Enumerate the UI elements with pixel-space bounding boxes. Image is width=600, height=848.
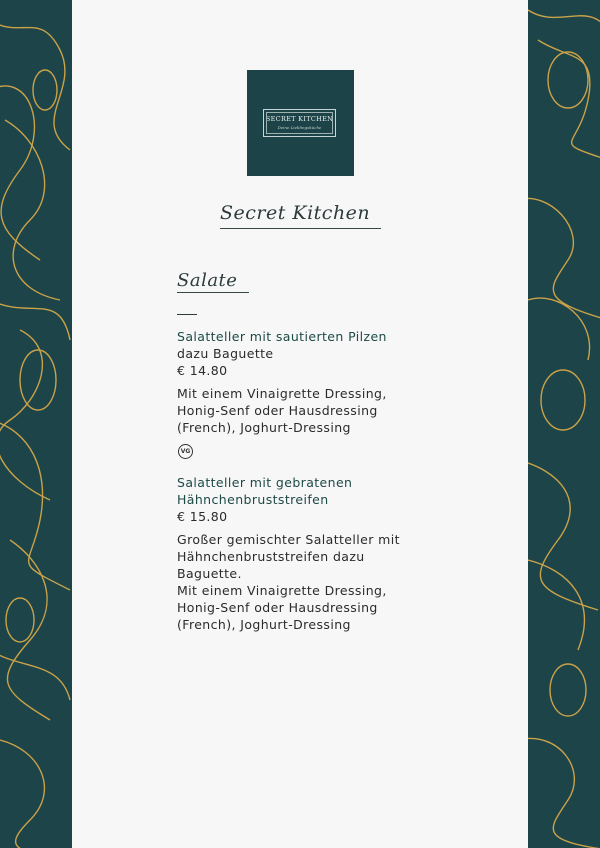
contour-pattern-right <box>528 0 600 848</box>
menu-item <box>177 328 477 436</box>
restaurant-logo <box>247 70 354 176</box>
logo-frame <box>263 109 336 137</box>
menu-item <box>177 474 477 633</box>
section-underline <box>177 292 249 293</box>
vegetarian-badge-icon: VG <box>178 444 193 459</box>
section-title: Salate <box>177 270 238 291</box>
dish-name-continued: Hähnchenbruststreifen <box>177 492 329 507</box>
logo-subtitle: Deine Lieblingsküche <box>277 125 322 130</box>
brand-name: Secret Kitchen <box>220 202 371 224</box>
logo-title: SECRET KITCHEN <box>265 115 334 123</box>
dish-description: Mit einem Vinaigrette Dressing, Honig-Senf oder Hausdressing (French), Joghurt-Dressing <box>177 386 387 435</box>
dish-name-continued: dazu Baguette <box>177 346 274 361</box>
section-divider <box>177 314 197 315</box>
dish-description: Großer gemischter Salatteller mit Hähnchenbruststreifen dazu Baguette. Mit einem Vinaigrette Dressing, Honig-Senf oder Hausdressing (French), Joghurt-Dressing <box>177 532 400 632</box>
dish-price: € 14.80 <box>177 363 228 378</box>
menu-page <box>72 0 528 848</box>
decorative-side-panel-left <box>0 0 72 848</box>
dish-name: Salatteller mit sautierten Pilzen <box>177 329 387 344</box>
dish-name: Salatteller mit gebratenen <box>177 475 353 490</box>
dish-price: € 15.80 <box>177 509 228 524</box>
contour-pattern-left <box>0 0 72 848</box>
brand-underline <box>220 228 381 229</box>
decorative-side-panel-right <box>528 0 600 848</box>
